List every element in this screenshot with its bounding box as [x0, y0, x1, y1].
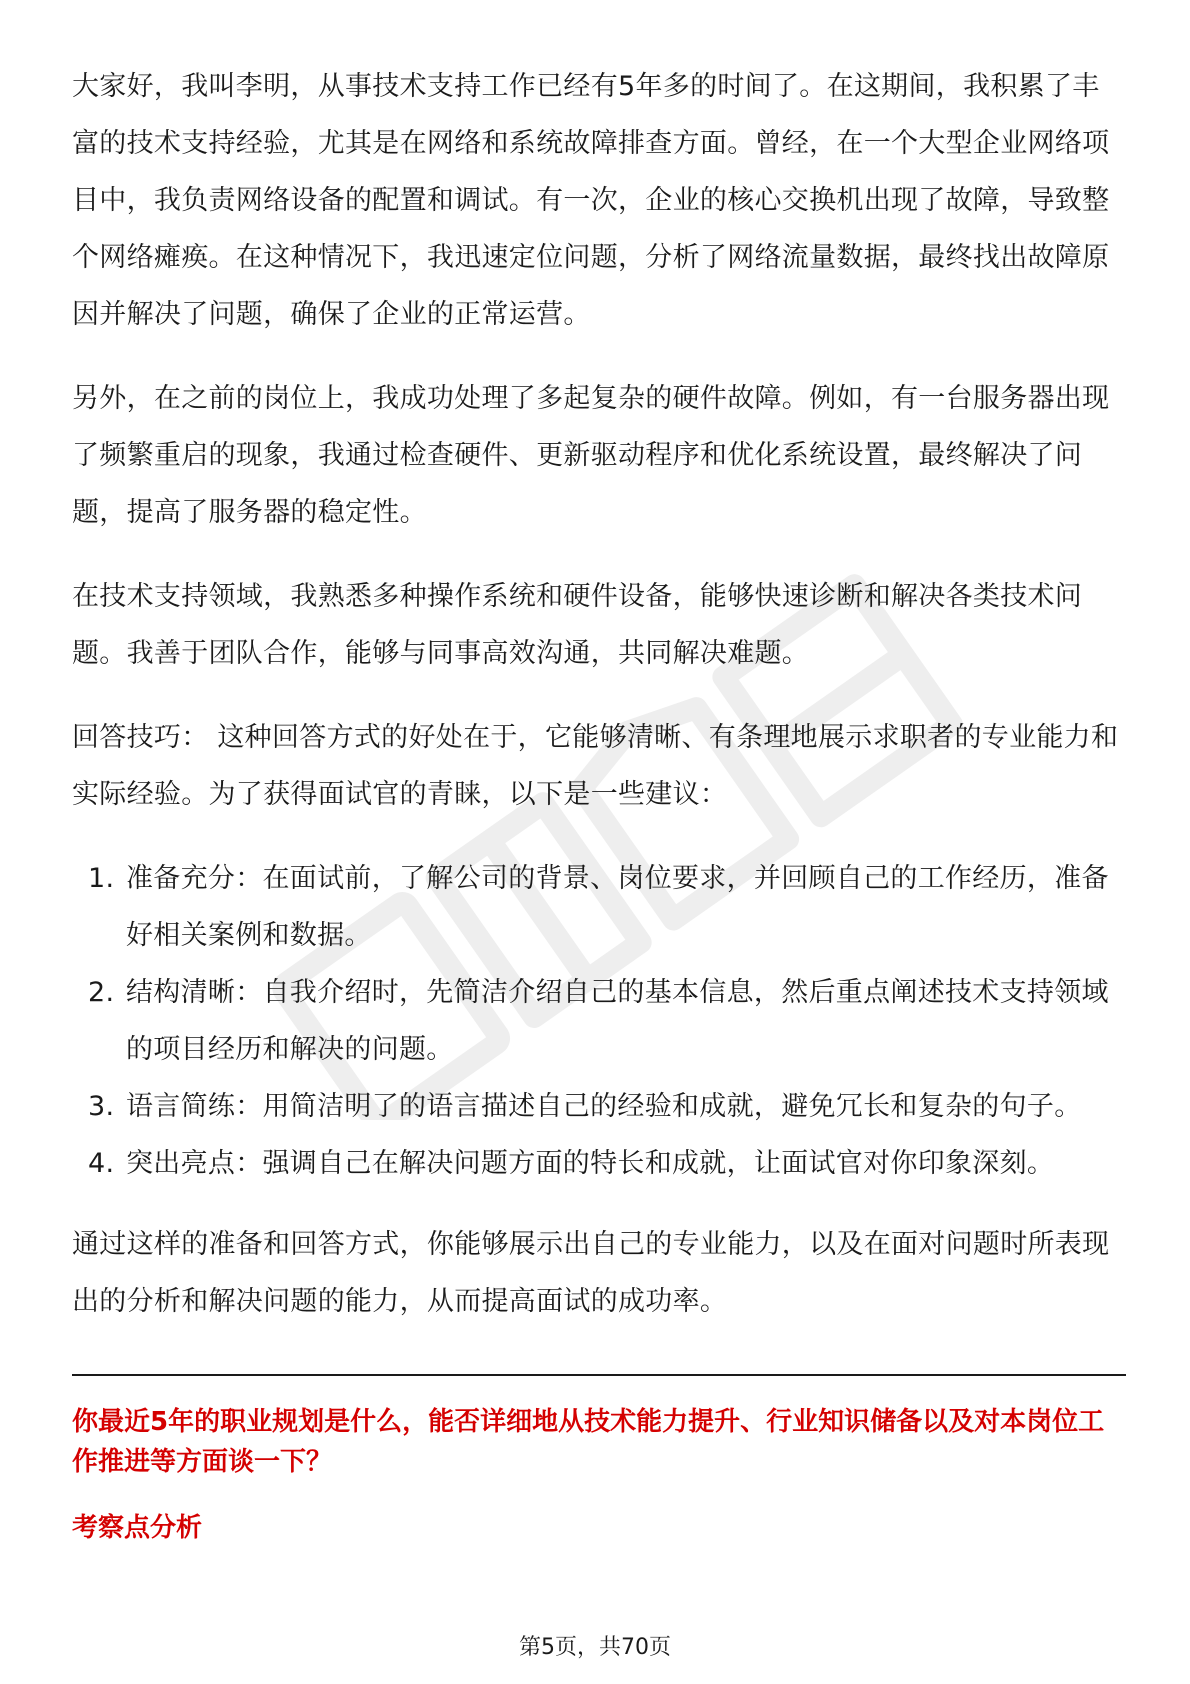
- list-item-text: 准备充分：在面试前，了解公司的背景、岗位要求，并回顾自己的工作经历，准备好相关案例和数据。: [126, 863, 1109, 951]
- skills-paragraph: 在技术支持领域，我熟悉多种操作系统和硬件设备，能够快速诊断和解决各类技术问题。我善于团队合作，能够与同事高效沟通，共同解决难题。: [72, 581, 1083, 669]
- hardware-paragraph: 另外，在之前的岗位上，我成功处理了多起复杂的硬件故障。例如，有一台服务器出现了频繁重启的现象，我通过检查硬件、更新驱动程序和优化系统设置，最终解决了问题，提高了服务器的稳定性。: [72, 383, 1110, 528]
- list-item-text: 突出亮点：强调自己在解决问题方面的特长和成就，让面试官对你印象深刻。: [126, 1148, 1055, 1179]
- page-number: 第5页，共70页: [519, 1635, 671, 1660]
- list-item: [72, 1135, 1126, 1192]
- list-item: [72, 1078, 1126, 1135]
- section-heading: 考察点分析: [72, 1513, 203, 1543]
- intro-paragraph: 大家好，我叫李明，从事技术支持工作已经有5年多的时间了。在这期间，我积累了丰富的技术支持经验，尤其是在网络和系统故障排查方面。曾经，在一个大型企业网络项目中，我负责网络设备的配置和调试。有一次，企业的核心交换机出现了故障，导致整个网络瘫痪。在这种情况下，我迅速定位问题，分析了网络流量数据，最终找出故障原因并解决了问题，确保了企业的正常运营。: [72, 71, 1110, 330]
- conclusion-paragraph: 通过这样的准备和回答方式，你能够展示出自己的专业能力，以及在面对问题时所表现出的分析和解决问题的能力，从而提高面试的成功率。: [72, 1229, 1110, 1317]
- list-item-text: 结构清晰：自我介绍时，先简洁介绍自己的基本信息，然后重点阐述技术支持领域的项目经历和解决的问题。: [126, 977, 1109, 1065]
- list-item-number: 3.: [88, 1091, 115, 1122]
- tips-list: [72, 850, 1126, 1192]
- list-item-text: 语言简练：用简洁明了的语言描述自己的经验和成就，避免冗长和复杂的句子。: [126, 1091, 1082, 1122]
- list-item-number: 1.: [88, 863, 115, 894]
- list-item: [72, 850, 1126, 964]
- list-item-number: 4.: [88, 1148, 115, 1179]
- list-item-number: 2.: [88, 977, 115, 1008]
- list-item: [72, 964, 1126, 1078]
- document-body: [72, 58, 1126, 1548]
- answer-tips-paragraph: 回答技巧： 这种回答方式的好处在于，它能够清晰、有条理地展示求职者的专业能力和实际经验。为了获得面试官的青睐，以下是一些建议：: [72, 722, 1119, 810]
- section-divider: [72, 1374, 1126, 1376]
- interview-question: 你最近5年的职业规划是什么，能否详细地从技术能力提升、行业知识储备以及对本岗位工作推进等方面谈一下？: [72, 1407, 1105, 1477]
